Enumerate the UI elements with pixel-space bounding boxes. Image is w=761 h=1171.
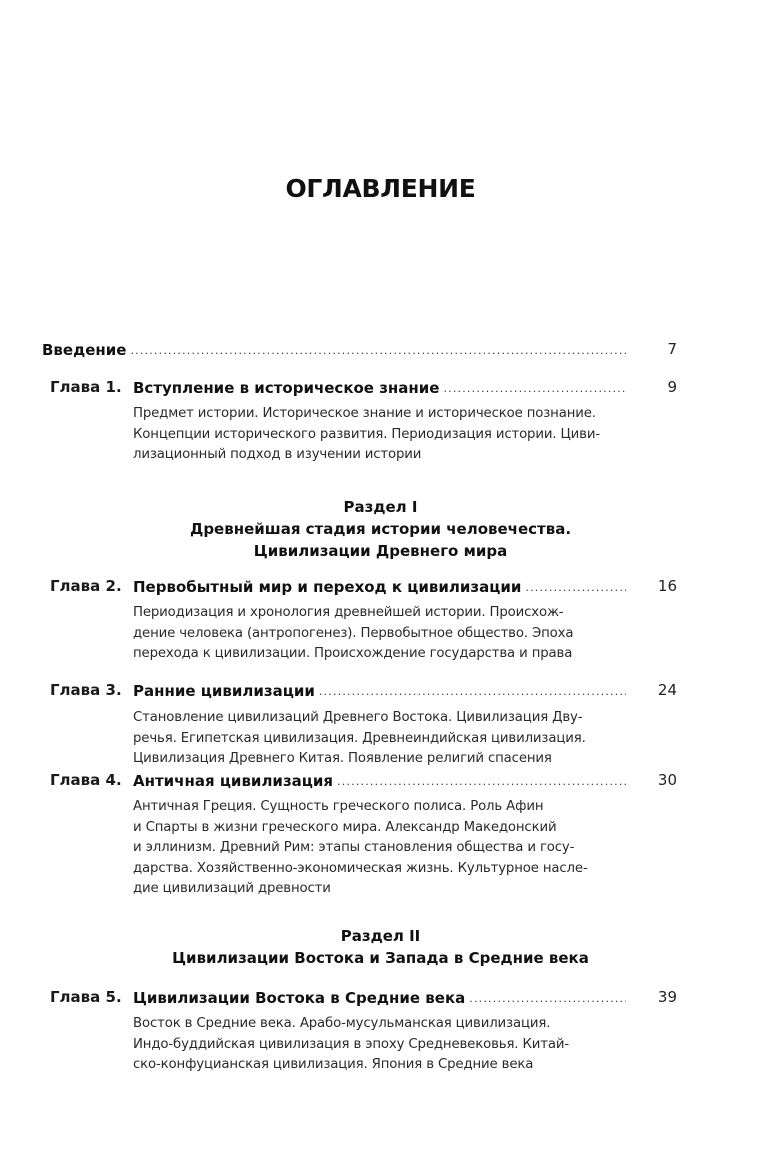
toc-entry-chapter-4[interactable] — [133, 771, 632, 793]
chapter-page-number: 30 — [657, 771, 677, 789]
description-line: Индо-буддийская цивилизация в эпоху Средневековья. Китай- — [133, 1036, 569, 1052]
toc-entry-chapter-2[interactable] — [133, 577, 632, 599]
chapter-label: Глава 1. — [50, 378, 122, 396]
section-number: Раздел II — [340, 927, 421, 945]
chapter-title: Первобытный мир и переход к цивилизации — [133, 578, 522, 596]
chapter-description — [133, 797, 643, 900]
chapter-description — [133, 1014, 643, 1076]
chapter-page-number: 9 — [667, 378, 677, 396]
chapter-page-number: 24 — [657, 681, 677, 699]
description-line: дие цивилизаций древности — [133, 881, 331, 896]
description-line: Цивилизация Древнего Китая. Появление религий спасения — [133, 751, 552, 766]
section-title-line: Древнейшая стадия истории человечества. — [189, 520, 572, 538]
description-line: и Спарты в жизни греческого мира. Александр Македонский — [133, 819, 557, 835]
section-heading-2 — [0, 925, 761, 969]
section-title-line: Цивилизации Востока и Запада в Средние века — [172, 949, 589, 967]
chapter-title: Цивилизации Востока в Средние века — [133, 989, 466, 1007]
description-line: Предмет истории. Историческое знание и историческое познание. — [133, 406, 596, 421]
intro-label: Введение — [42, 341, 127, 359]
dot-leader — [469, 989, 626, 1009]
description-line: лизационный подход в изучении истории — [133, 447, 422, 462]
toc-entry-intro[interactable] — [42, 340, 632, 362]
description-line: речья. Египетская цивилизация. Древнеиндийская цивилизация. — [133, 730, 586, 746]
chapter-description — [133, 603, 643, 665]
section-heading-1 — [0, 496, 761, 562]
chapter-label: Глава 4. — [50, 771, 122, 789]
intro-page-number: 7 — [667, 340, 677, 358]
chapter-label: Глава 5. — [50, 988, 122, 1006]
description-line: перехода к цивилизации. Происхождение государства и права — [133, 646, 573, 661]
chapter-label: Глава 3. — [50, 681, 122, 699]
chapter-page-number: 16 — [657, 577, 677, 595]
chapter-title: Вступление в историческое знание — [133, 379, 440, 397]
dot-leader — [130, 341, 626, 361]
chapter-label: Глава 2. — [50, 577, 122, 595]
description-line: Периодизация и хронология древнейшей истории. Происхож- — [133, 605, 564, 620]
description-line: дарства. Хозяйственно-экономическая жизнь. Культурное насле- — [133, 860, 588, 876]
dot-leader — [525, 578, 626, 598]
description-line: дение человека (антропогенез). Первобытное общество. Эпоха — [133, 625, 574, 641]
description-line: ско-конфуцианская цивилизация. Япония в Средние века — [133, 1057, 534, 1072]
section-title-line: Цивилизации Древнего мира — [253, 542, 508, 560]
description-line: Концепции исторического развития. Периодизация истории. Циви- — [133, 426, 600, 442]
section-number: Раздел I — [343, 498, 418, 516]
toc-entry-chapter-5[interactable] — [133, 988, 632, 1010]
chapter-page-number: 39 — [657, 988, 677, 1006]
description-line: Восток в Средние века. Арабо-мусульманская цивилизация. — [133, 1016, 551, 1031]
dot-leader — [443, 379, 626, 399]
description-line: Становление цивилизаций Древнего Востока. Цивилизация Дву- — [133, 710, 583, 725]
dot-leader — [337, 772, 626, 792]
toc-entry-chapter-3[interactable] — [133, 681, 632, 703]
page-title: ОГЛАВЛЕНИЕ — [285, 174, 476, 203]
toc-entry-chapter-1[interactable] — [133, 378, 632, 400]
chapter-description — [133, 404, 643, 466]
dot-leader — [319, 682, 626, 702]
chapter-description — [133, 708, 643, 770]
description-line: Античная Греция. Сущность греческого полиса. Роль Афин — [133, 799, 544, 814]
chapter-title: Ранние цивилизации — [133, 682, 315, 700]
chapter-title: Античная цивилизация — [133, 772, 334, 790]
description-line: и эллинизм. Древний Рим: этапы становления общества и госу- — [133, 840, 575, 855]
